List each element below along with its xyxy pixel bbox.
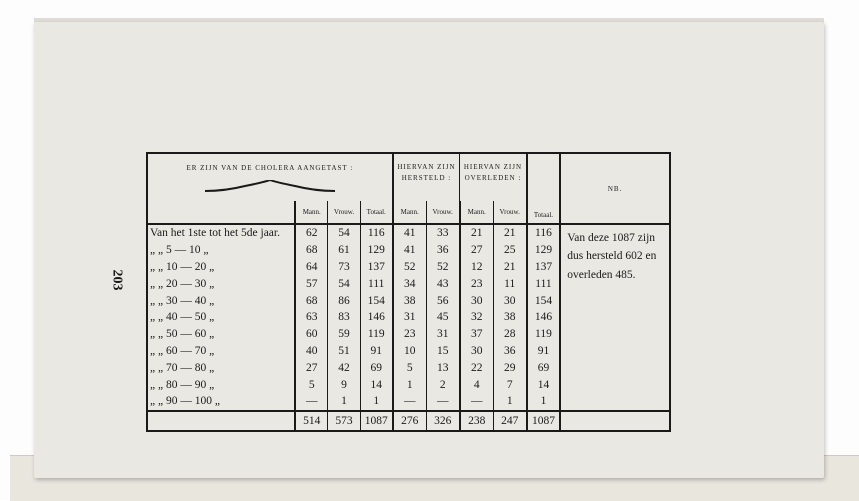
row-label: „ „ 90 — 100 „ [147,393,295,411]
data-cell: 13 [426,359,460,376]
data-cell: 119 [360,326,392,343]
data-cell: 154 [527,292,561,309]
data-cell: 116 [527,224,561,242]
data-cell: 137 [360,259,392,276]
data-cell: 27 [460,242,494,259]
data-cell: 36 [426,242,460,259]
header-totaal-2: Totaal. [527,153,561,224]
data-cell: 146 [360,309,392,326]
data-cell: 32 [460,309,494,326]
data-cell: 37 [460,326,494,343]
row-label: „ „ 5 — 10 „ [147,242,295,259]
page-number: 203 [109,269,125,291]
data-cell: 23 [393,326,427,343]
data-cell: — [460,393,494,411]
data-cell: 52 [393,259,427,276]
data-cell: 86 [328,292,360,309]
data-cell: 69 [360,359,392,376]
data-cell: 111 [527,275,561,292]
data-cell: 9 [328,376,360,393]
total-cell: 326 [426,411,460,431]
data-cell: 28 [493,326,527,343]
header-mann-3: Mann. [460,201,494,224]
data-cell: 36 [493,343,527,360]
data-cell: 1 [527,393,561,411]
data-cell: 21 [460,224,494,242]
total-cell: 247 [493,411,527,431]
data-cell: 1 [360,393,392,411]
header-blank [147,201,295,224]
total-cell: 238 [460,411,494,431]
data-cell: 15 [426,343,460,360]
row-label: „ „ 40 — 50 „ [147,309,295,326]
data-cell: 38 [393,292,427,309]
data-cell: 34 [393,275,427,292]
row-label: „ „ 70 — 80 „ [147,359,295,376]
data-cell: 31 [426,326,460,343]
data-cell: 63 [295,309,327,326]
data-cell: 54 [328,224,360,242]
header-vrouw-2: Vrouw. [426,201,460,224]
data-cell: 30 [460,343,494,360]
data-cell: 111 [360,275,392,292]
totals-label [147,411,295,431]
data-cell: 61 [328,242,360,259]
header-mann-1: Mann. [295,201,327,224]
data-cell: 1 [328,393,360,411]
data-cell: 40 [295,343,327,360]
data-cell: 21 [493,224,527,242]
data-cell: — [393,393,427,411]
data-cell: 57 [295,275,327,292]
data-cell: 31 [393,309,427,326]
data-cell: 33 [426,224,460,242]
row-label: Van het 1ste tot het 5de jaar. [147,224,295,242]
data-cell: 41 [393,224,427,242]
data-cell: 59 [328,326,360,343]
data-cell: 45 [426,309,460,326]
data-cell: 154 [360,292,392,309]
row-label: „ „ 20 — 30 „ [147,275,295,292]
data-cell: 14 [360,376,392,393]
data-cell: 43 [426,275,460,292]
data-cell: 52 [426,259,460,276]
data-cell: 91 [360,343,392,360]
data-cell: 137 [527,259,561,276]
data-cell: 62 [295,224,327,242]
header-group-aangetast [147,153,393,201]
brace-decoration [205,180,335,192]
data-cell: 1 [493,393,527,411]
data-cell: 4 [460,376,494,393]
data-cell: — [426,393,460,411]
total-cell: 573 [328,411,360,431]
nb-note: Van deze 1087 zijn dus hersteld 602 en overleden 485. [560,224,670,411]
data-cell: 116 [360,224,392,242]
row-label: „ „ 60 — 70 „ [147,343,295,360]
data-cell: 29 [493,359,527,376]
data-cell: 30 [460,292,494,309]
data-cell: 30 [493,292,527,309]
header-vrouw-1: Vrouw. [328,201,360,224]
data-cell: 5 [295,376,327,393]
total-cell: 1087 [360,411,392,431]
data-cell: 129 [360,242,392,259]
data-cell: 41 [393,242,427,259]
data-cell: 14 [527,376,561,393]
data-cell: 12 [460,259,494,276]
table-row [147,224,670,242]
data-cell: 129 [527,242,561,259]
data-cell: 11 [493,275,527,292]
data-cell: 10 [393,343,427,360]
data-cell: 91 [527,343,561,360]
totals-nb-blank [560,411,670,431]
header-aangetast-text: ER ZIJN VAN DE CHOLERA AANGETAST : [186,164,354,172]
header-vrouw-3: Vrouw. [493,201,527,224]
data-cell: 119 [527,326,561,343]
data-cell: 73 [328,259,360,276]
data-cell: 25 [493,242,527,259]
row-label: „ „ 80 — 90 „ [147,376,295,393]
data-cell: 83 [328,309,360,326]
header-group-overleden: HIERVAN ZIJN OVERLEDEN : [460,153,527,201]
header-mann-2: Mann. [393,201,427,224]
data-cell: 7 [493,376,527,393]
row-label: „ „ 30 — 40 „ [147,292,295,309]
data-cell: 68 [295,292,327,309]
header-totaal-1: Totaal. [360,201,392,224]
data-cell: 23 [460,275,494,292]
data-cell: 5 [393,359,427,376]
total-cell: 1087 [527,411,561,431]
data-cell: 1 [393,376,427,393]
total-cell: 514 [295,411,327,431]
data-cell: 21 [493,259,527,276]
data-cell: 64 [295,259,327,276]
data-cell: 42 [328,359,360,376]
header-nb: NB. [560,153,670,224]
cholera-table [146,152,671,432]
data-cell: 51 [328,343,360,360]
header-group-hersteld: HIERVAN ZIJN HERSTELD : [393,153,460,201]
data-cell: 22 [460,359,494,376]
data-cell: 38 [493,309,527,326]
total-cell: 276 [393,411,427,431]
row-label: „ „ 10 — 20 „ [147,259,295,276]
data-cell: 60 [295,326,327,343]
row-label: „ „ 50 — 60 „ [147,326,295,343]
data-cell: 54 [328,275,360,292]
data-cell: 68 [295,242,327,259]
data-cell: 56 [426,292,460,309]
data-cell: 69 [527,359,561,376]
data-cell: 2 [426,376,460,393]
data-cell: — [295,393,327,411]
data-cell: 27 [295,359,327,376]
data-cell: 146 [527,309,561,326]
